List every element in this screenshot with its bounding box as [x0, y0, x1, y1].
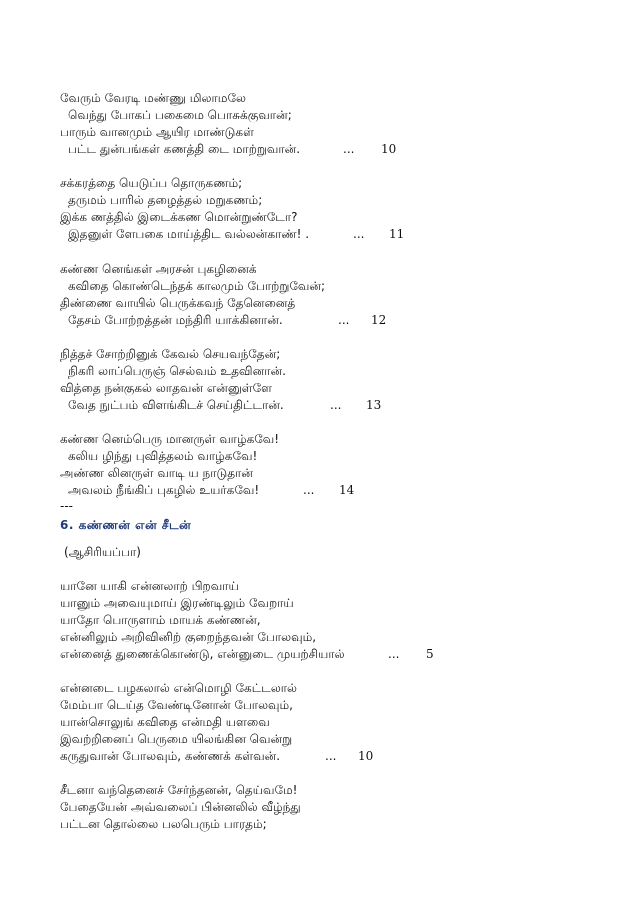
verse-line: கவிதை கொண்டெந்தக் காலமும் போற்றுவேன்; — [68, 279, 326, 293]
verse-line: நிகரி லாப்பெருஞ் செல்வம் உதவினான். — [68, 364, 286, 378]
verse-text: வேத நுட்பம் விளங்கிடச் செய்திட்டான். — [68, 398, 284, 412]
verse-line: கலிய ழிந்து புவித்தலம் வாழ்கவே! — [68, 449, 258, 463]
stanza-number: 14 — [339, 483, 355, 497]
verse-line: சீடனா வந்தெனைச் சேர்ந்தனன், தெய்வமே! — [60, 783, 298, 797]
verse-line-numbered — [68, 312, 387, 328]
line-number: 5 — [426, 647, 434, 661]
verse-line: அண்ண லினருள் வாடி ய நாடுதான் — [60, 466, 253, 480]
meter-label: (ஆசிரியப்பா) — [64, 545, 141, 559]
verse-line: தருமம் பாரில் தழைத்தல் மறுகணம்; — [68, 193, 263, 207]
verse-line: பேதையேன் அவ்வலைப் பின்னலில் வீழ்ந்து — [60, 800, 301, 814]
section-title: 6. கண்ணன் என் சீடன் — [60, 518, 192, 532]
verse-line: கண்ண னெம்பெரு மானருள் வாழ்கவே! — [60, 432, 280, 446]
verse-line: கண்ண னெங்கள் அரசன் புகழினைக் — [60, 262, 257, 276]
verse-line: என்னடை பழகலால் என்மொழி கேட்டலால் — [60, 681, 298, 695]
verse-line: வேரும் வேரடி மண்ணு மிலாமலே — [60, 91, 246, 105]
verse-line-numbered — [68, 482, 355, 498]
verse-line: சக்கரத்தை யெடுப்ப தொருகணம்; — [60, 176, 243, 190]
verse-line: மேம்பா டெய்த வேண்டினோன் போலவும், — [60, 698, 293, 712]
verse-line: யானும் அவையுமாய் இரண்டிலும் வேறாய் — [60, 596, 294, 610]
stanza-number: 10 — [381, 142, 397, 156]
line-number: 10 — [358, 749, 374, 763]
verse-text: கருதுவான் போலவும், கண்ணக் கள்வன். — [60, 749, 281, 763]
verse-line: பட்டன தொல்லை பலபெரும் பாரதம்; — [60, 817, 267, 831]
verse-line: வெந்து போகப் பகைமை பொசுக்குவான்; — [68, 108, 292, 122]
verse-text: தேசம் போற்றத்தன் மந்திரி யாக்கினான். — [68, 313, 283, 327]
verse-line: இவற்றினைப் பெருமை யிலங்கின வென்று — [60, 732, 293, 746]
ellipsis: ... — [338, 313, 350, 327]
verse-line: நித்தச் சோற்றினுக் கேவல் செயவந்தேன்; — [60, 347, 281, 361]
verse-line: யாதோ பொருளாம் மாயக் கண்ணன், — [60, 613, 261, 627]
verse-line: திண்ணை வாயில் பெருக்கவந் தேனெனைத் — [60, 296, 296, 310]
verse-line: யானே யாகி என்னலாற் பிறவாய் — [60, 579, 239, 593]
verse-line: இக்க ணத்தில் இடைக்கண மொன்றுண்டோ? — [60, 210, 298, 224]
stanza-number: 12 — [371, 313, 387, 327]
ellipsis: ... — [330, 398, 342, 412]
verse-text: என்னைத் துணைக்கொண்டு, என்னுடை முயற்சியால் — [60, 647, 345, 661]
verse-line-numbered — [60, 748, 374, 764]
verse-text: அவலம் நீங்கிப் புகழில் உயர்கவே! — [68, 483, 260, 497]
stanza-number: 11 — [389, 227, 405, 241]
verse-line-numbered — [68, 226, 405, 242]
ellipsis: ... — [353, 227, 365, 241]
verse-line-numbered — [60, 646, 434, 662]
stanza-number: 13 — [366, 398, 382, 412]
verse-line: வித்தை நன்குகல் லாதவன் என்னுள்ளே — [60, 381, 272, 395]
ellipsis: ... — [303, 483, 315, 497]
verse-line: என்னிலும் அறிவினிற் குறைந்தவன் போலவும், — [60, 630, 317, 644]
ellipsis: ... — [343, 142, 355, 156]
verse-line-numbered — [68, 397, 382, 413]
verse-line: யான்சொலுங் கவிதை என்மதி யளவை — [60, 715, 270, 729]
ellipsis: ... — [325, 749, 337, 763]
verse-line: பாரும் வானமும் ஆயிர மாண்டுகள் — [60, 125, 254, 139]
ellipsis: ... — [388, 647, 400, 661]
verse-text: இதனுள் ளேபகை மாய்த்திட வல்லன்காண்! . — [68, 227, 310, 241]
verse-text: பட்ட துன்பங்கள் கணத்தி டை மாற்றுவான். — [68, 142, 301, 156]
separator: --- — [60, 499, 73, 513]
verse-line-numbered — [68, 141, 397, 157]
